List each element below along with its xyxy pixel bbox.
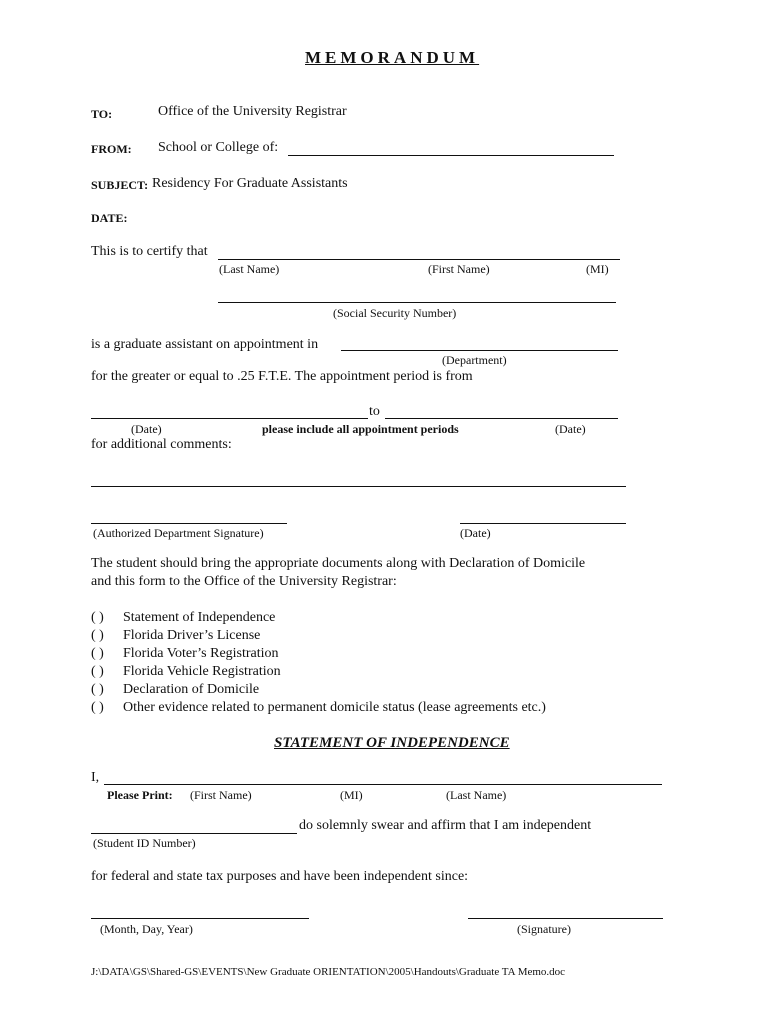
checkbox[interactable]: ( ) xyxy=(91,700,104,715)
to-value: Office of the University Registrar xyxy=(158,104,347,119)
checkbox[interactable]: ( ) xyxy=(91,628,104,643)
instructions-line-2: and this form to the Office of the University Registrar: xyxy=(91,574,397,589)
start-date-caption: (Date) xyxy=(131,422,162,436)
since-date-line[interactable] xyxy=(91,918,309,919)
please-print-label: Please Print: xyxy=(107,788,173,802)
first-name-caption-2: (First Name) xyxy=(190,788,252,802)
to-word: to xyxy=(369,404,380,419)
comments-line[interactable] xyxy=(91,486,626,487)
checklist-item: Florida Vehicle Registration xyxy=(123,664,281,679)
subject-label: SUBJECT: xyxy=(91,178,149,192)
auth-date-caption: (Date) xyxy=(460,526,491,540)
signature-caption: (Signature) xyxy=(517,922,571,936)
memo-title: MEMORANDUM xyxy=(305,48,480,67)
checklist-item: Declaration of Domicile xyxy=(123,682,260,697)
ssn-caption: (Social Security Number) xyxy=(333,306,457,320)
student-name-line[interactable] xyxy=(218,259,620,260)
student-print-name-line[interactable] xyxy=(104,784,662,785)
from-field-line[interactable] xyxy=(288,155,614,156)
mi-caption: (MI) xyxy=(586,262,609,276)
instructions-line-1: The student should bring the appropriate documents along with Declaration of Domicile xyxy=(91,556,586,571)
certify-prefix: This is to certify that xyxy=(91,244,208,259)
first-name-caption: (First Name) xyxy=(428,262,490,276)
auth-signature-caption: (Authorized Department Signature) xyxy=(93,526,264,540)
checkbox[interactable]: ( ) xyxy=(91,610,104,625)
last-name-caption: (Last Name) xyxy=(219,262,280,276)
auth-date-line[interactable] xyxy=(460,523,626,524)
to-label: TO: xyxy=(91,107,113,121)
student-signature-line[interactable] xyxy=(468,918,663,919)
tax-text: for federal and state tax purposes and have been independent since: xyxy=(91,869,469,884)
last-name-caption-2: (Last Name) xyxy=(446,788,507,802)
swear-text: do solemnly swear and affirm that I am independent xyxy=(299,818,592,833)
checkbox[interactable]: ( ) xyxy=(91,664,104,679)
mi-caption-2: (MI) xyxy=(340,788,363,802)
appointment-text: is a graduate assistant on appointment in xyxy=(91,337,319,352)
department-line[interactable] xyxy=(341,350,618,351)
auth-signature-line[interactable] xyxy=(91,523,287,524)
date-label: DATE: xyxy=(91,211,128,225)
checkbox[interactable]: ( ) xyxy=(91,646,104,661)
i-label: I, xyxy=(91,770,100,785)
file-path-footer: J:\DATA\GS\Shared-GS\EVENTS\New Graduate ORIENTATION\2005\Handouts\Graduate TA Memo.doc xyxy=(91,966,566,978)
checkbox[interactable]: ( ) xyxy=(91,682,104,697)
subject-value: Residency For Graduate Assistants xyxy=(152,176,348,191)
student-id-caption: (Student ID Number) xyxy=(93,836,196,850)
checklist-item: Florida Voter’s Registration xyxy=(123,646,279,661)
checklist-item: Florida Driver’s License xyxy=(123,628,261,643)
checklist-item: Statement of Independence xyxy=(123,610,276,625)
start-date-line[interactable] xyxy=(91,418,368,419)
checklist-item: Other evidence related to permanent domicile status (lease agreements etc.) xyxy=(123,700,546,715)
from-value: School or College of: xyxy=(158,140,279,155)
periods-note: please include all appointment periods xyxy=(262,422,459,436)
statement-heading: STATEMENT OF INDEPENDENCE xyxy=(274,735,510,751)
fte-text: for the greater or equal to .25 F.T.E. The appointment period is from xyxy=(91,369,473,384)
end-date-caption: (Date) xyxy=(555,422,586,436)
ssn-line[interactable] xyxy=(218,302,616,303)
student-id-line[interactable] xyxy=(91,833,297,834)
department-caption: (Department) xyxy=(442,353,507,367)
comments-label: for additional comments: xyxy=(91,437,232,452)
from-label: FROM: xyxy=(91,142,132,156)
end-date-line[interactable] xyxy=(385,418,618,419)
month-day-year-caption: (Month, Day, Year) xyxy=(100,922,193,936)
